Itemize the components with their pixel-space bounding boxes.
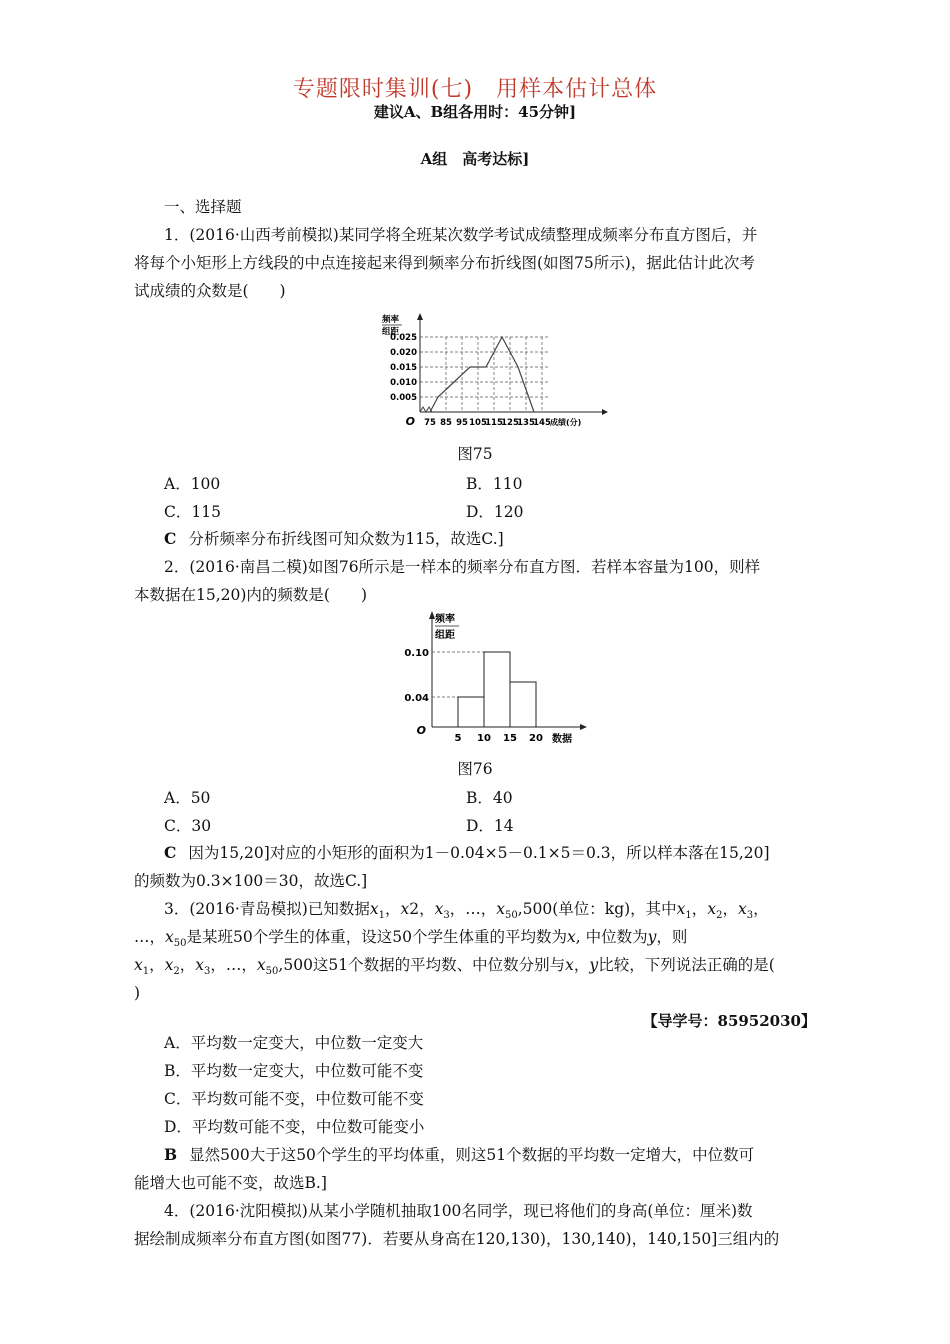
fig76-axes bbox=[429, 611, 587, 730]
q3-line4: ) bbox=[134, 984, 141, 1002]
q2-line1: 2．(2016·南昌二模)如图76所示是一样本的频率分布直方图．若样本容量为100，则样 bbox=[164, 558, 761, 576]
fig75-ylabel-bottom: 组距 bbox=[382, 327, 400, 337]
q2-answer-line1 bbox=[164, 842, 824, 864]
q3-line2: …，$x_{50}$是某班50个学生的体重，设这50个学生体重的平均数为x, 中位数为y，则 bbox=[134, 928, 688, 950]
group-heading: A组 高考达标] bbox=[420, 150, 530, 168]
q1-answer bbox=[164, 528, 824, 550]
fig75-x-arrow bbox=[602, 409, 608, 415]
fig75-xtick-label: 125 bbox=[501, 418, 519, 428]
q1-option-c: C．115 bbox=[164, 503, 221, 521]
q2-answer-line2: 的频数为0.3×100＝30，故选C.] bbox=[134, 872, 368, 890]
fig75-xtick-label: 105 bbox=[469, 418, 487, 428]
section-heading: 一、选择题 bbox=[164, 198, 242, 216]
fig76-xtick-label: 15 bbox=[503, 733, 517, 744]
fig76-labels bbox=[404, 612, 572, 745]
q1-line1: 1．(2016·山西考前模拟)某同学将全班某次数学考试成绩整理成频率分布直方图后，并 bbox=[164, 226, 758, 244]
fig76-bar bbox=[484, 652, 510, 727]
fig75-ytick-label: 0.010 bbox=[390, 378, 417, 388]
figure-76-caption: 图76 bbox=[457, 760, 493, 778]
q1-answer-text: 分析频率分布折线图可知众数为115，故选C.] bbox=[188, 530, 504, 548]
fig75-x-unit: 成绩(分) bbox=[550, 418, 582, 427]
q1-option-a: A．100 bbox=[164, 475, 221, 493]
fig75-xtick-label: 115 bbox=[485, 418, 503, 428]
figure-75-caption: 图75 bbox=[457, 445, 493, 463]
q4-line2: 据绘制成频率分布直方图(如图77)．若要从身高在120,130)，130,140)，140,150]三组内的 bbox=[134, 1230, 780, 1248]
fig75-y-arrow bbox=[417, 313, 423, 320]
fig75-polyline bbox=[430, 337, 534, 412]
fig76-ylabel-top: 频率 bbox=[435, 614, 455, 625]
q2-option-b: B．40 bbox=[466, 789, 513, 807]
q3-line3: $x_1$，$x_2$，$x_3$，…，$x_{50},500$这51个数据的平均数、中位数分别与x，y比较，下列说法正确的是( bbox=[134, 956, 775, 978]
fig75-xtick-label: 85 bbox=[440, 418, 452, 428]
time-note: 建议A、B组各用时：45分钟] bbox=[373, 103, 577, 121]
fig76-x-arrow bbox=[580, 724, 587, 730]
fig76-xtick-label: 20 bbox=[529, 733, 543, 744]
q2-answer-text: 因为15,20]对应的小矩形的面积为1－0.04×5－0.1×5＝0.3，所以样本落在15,20] bbox=[188, 844, 770, 862]
fig75-labels bbox=[382, 314, 581, 428]
q1-line2: 将每个小矩形上方线段的中点连接起来得到频率分布折线图(如图75所示)，据此估计此次考 bbox=[134, 254, 755, 272]
fig76-xtick-label: 5 bbox=[454, 733, 462, 744]
q3-answer-text: 显然500大于这50个学生的平均体重，则这51个数据的平均数一定增大，中位数可 bbox=[189, 1146, 755, 1164]
q1-option-d: D．120 bbox=[466, 503, 524, 521]
q3-answer-letter: B bbox=[164, 1145, 178, 1164]
guide-number: 【导学号：85952030】 bbox=[642, 1012, 816, 1030]
q3-answer-line1 bbox=[164, 1144, 824, 1166]
fig76-ytick-label: 0.04 bbox=[404, 693, 429, 704]
fig76-bar bbox=[510, 682, 536, 727]
q3-option-b: B．平均数一定变大，中位数可能不变 bbox=[164, 1062, 424, 1080]
fig76-origin: O bbox=[416, 724, 426, 737]
q1-answer-letter: C bbox=[164, 529, 177, 548]
fig76-ylabel-bottom: 组距 bbox=[435, 630, 455, 641]
q1-line3: 试成绩的众数是( ) bbox=[134, 282, 286, 300]
fig75-ytick-label: 0.025 bbox=[390, 333, 417, 343]
fig75-xtick-label: 95 bbox=[456, 418, 468, 428]
q1-option-b: B．110 bbox=[466, 475, 523, 493]
q4-line1: 4．(2016·沈阳模拟)从某小学随机抽取100名同学，现已将他们的身高(单位：厘米)数 bbox=[164, 1202, 753, 1220]
q3-answer-line2: 能增大也可能不变，故选B.] bbox=[134, 1174, 327, 1192]
page-title: 专题限时集训(七) 用样本估计总体 bbox=[292, 77, 658, 102]
q3-option-c: C．平均数可能不变，中位数可能不变 bbox=[164, 1090, 424, 1108]
fig75-xtick-label: 75 bbox=[424, 418, 436, 428]
fig75-ytick-label: 0.020 bbox=[390, 348, 417, 358]
fig76-xtick-label: 10 bbox=[477, 733, 491, 744]
fig76-ytick-label: 0.10 bbox=[404, 648, 429, 659]
q2-answer-letter: C bbox=[164, 843, 177, 862]
fig75-xtick-label: 145 bbox=[533, 418, 551, 428]
fig75-ytick-label: 0.005 bbox=[390, 393, 417, 403]
q3-option-a: A．平均数一定变大，中位数一定变大 bbox=[164, 1034, 424, 1052]
fig76-bars bbox=[458, 652, 536, 727]
q3-option-d: D．平均数可能不变，中位数可能变小 bbox=[164, 1118, 425, 1136]
q2-line2: 本数据在15,20)内的频数是( ) bbox=[134, 586, 368, 604]
q2-option-a: A．50 bbox=[164, 789, 211, 807]
fig75-axes bbox=[417, 313, 608, 415]
q2-option-d: D．14 bbox=[466, 817, 514, 835]
q3-line1: 3．(2016·青岛模拟)已知数据$x_1$，x2，$x_3$，…，$x_{50},500$(单位：kg)，其中$x_1$，$x_2$，$x_3$， bbox=[164, 900, 769, 922]
fig76-x-unit: 数据 bbox=[552, 734, 572, 745]
figure-75-frequency-polygon bbox=[380, 312, 610, 430]
fig75-origin: O bbox=[405, 415, 415, 428]
fig76-bar bbox=[458, 697, 484, 727]
q2-option-c: C．30 bbox=[164, 817, 212, 835]
fig75-ytick-label: 0.015 bbox=[390, 363, 417, 373]
figure-76-histogram bbox=[402, 610, 592, 748]
fig75-xtick-label: 135 bbox=[517, 418, 535, 428]
fig75-ylabel-top: 频率 bbox=[382, 315, 400, 325]
